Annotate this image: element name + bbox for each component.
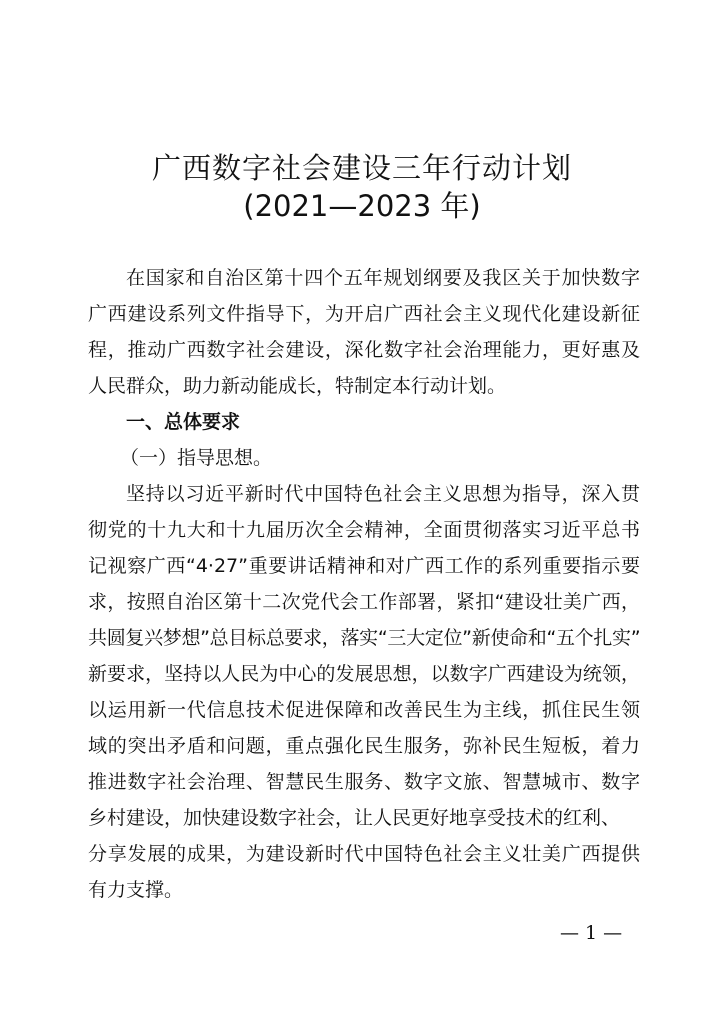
intro-line: 在国家和自治区第十四个五年规划纲要及我区关于加快数字 bbox=[126, 267, 640, 289]
guiding-line: 记视察广西“4·27”重要讲话精神和对广西工作的系列重要指示要 bbox=[88, 555, 640, 577]
guiding-line: 有力支撑。 bbox=[88, 879, 184, 901]
guiding-line: 以运用新一代信息技术促进保障和改善民生为主线，抓住民生领 bbox=[88, 699, 640, 721]
page-number: — 1 — bbox=[560, 922, 623, 944]
document-title: 广西数字社会建设三年行动计划 bbox=[151, 151, 572, 185]
guiding-line: 新要求，坚持以人民为中心的发展思想，以数字广西建设为统领， bbox=[88, 663, 640, 685]
guiding-line: 坚持以习近平新时代中国特色社会主义思想为指导，深入贯 bbox=[126, 483, 640, 505]
guiding-line: 分享发展的成果，为建设新时代中国特色社会主义壮美广西提供 bbox=[88, 843, 640, 865]
intro-line: 广西建设系列文件指导下，为开启广西社会主义现代化建设新征 bbox=[88, 303, 640, 325]
intro-line: 人民群众，助力新动能成长，特制定本行动计划。 bbox=[88, 375, 507, 397]
guiding-line: 域的突出矛盾和问题，重点强化民生服务，弥补民生短板，着力 bbox=[88, 735, 640, 757]
intro-line: 程，推动广西数字社会建设，深化数字社会治理能力，更好惠及 bbox=[88, 339, 640, 361]
guiding-line: 彻党的十九大和十九届历次全会精神，全面贯彻落实习近平总书 bbox=[88, 519, 640, 541]
section-heading: 一、总体要求 bbox=[126, 411, 241, 433]
guiding-line: 推进数字社会治理、智慧民生服务、数字文旅、智慧城市、数字 bbox=[88, 771, 640, 793]
document-title-years: (2021—2023 年) bbox=[243, 189, 481, 223]
guiding-line: 共圆复兴梦想”总目标总要求，落实“三大定位”新使命和“五个扎实” bbox=[88, 627, 640, 649]
subsection-heading: （一）指导思想。 bbox=[120, 447, 273, 469]
guiding-line: 求，按照自治区第十二次党代会工作部署，紧扣“建设壮美广西， bbox=[88, 591, 640, 613]
guiding-line: 乡村建设，加快建设数字社会，让人民更好地享受技术的红利、 bbox=[88, 807, 621, 829]
